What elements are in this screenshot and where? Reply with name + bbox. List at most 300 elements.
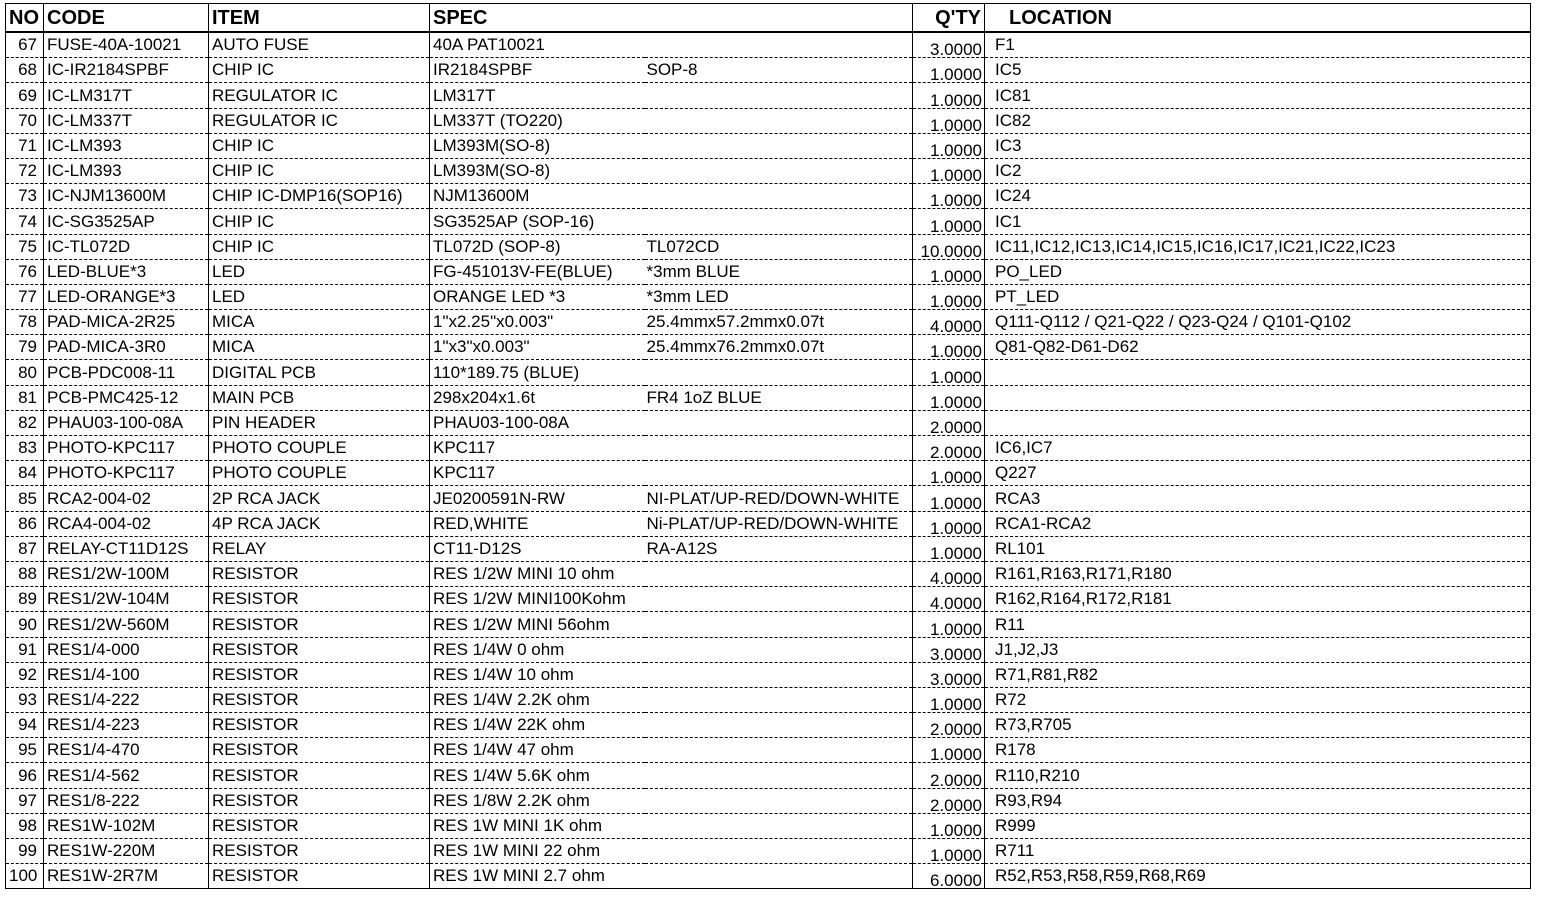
row-item: CHIP IC	[209, 234, 430, 259]
row-item: RESISTOR	[209, 637, 430, 662]
row-no: 72	[6, 158, 44, 183]
row-qty-value: 4.0000	[930, 594, 982, 612]
row-location: RL101	[985, 536, 1531, 561]
row-item: MICA	[209, 335, 430, 360]
header-no: NO	[6, 4, 44, 33]
row-code: PHOTO-KPC117	[44, 461, 209, 486]
row-no: 96	[6, 763, 44, 788]
row-no: 76	[6, 259, 44, 284]
row-spec-extra: RA-A12S	[645, 536, 913, 561]
table-row	[6, 335, 1531, 360]
row-no: 90	[6, 612, 44, 637]
table-row	[6, 310, 1531, 335]
row-item: CHIP IC-DMP16(SOP16)	[209, 184, 430, 209]
row-location: PO_LED	[985, 259, 1531, 284]
row-location: IC2	[985, 158, 1531, 183]
row-item: REGULATOR IC	[209, 108, 430, 133]
table-row	[6, 32, 1531, 58]
row-code: IC-LM337T	[44, 108, 209, 133]
row-item: RELAY	[209, 536, 430, 561]
row-no: 84	[6, 461, 44, 486]
row-qty-value: 3.0000	[930, 669, 982, 688]
table-row	[6, 58, 1531, 83]
row-code: PAD-MICA-2R25	[44, 310, 209, 335]
row-no: 97	[6, 788, 44, 813]
table-row	[6, 713, 1531, 738]
table-row	[6, 662, 1531, 687]
row-location: RCA1-RCA2	[985, 511, 1531, 536]
row-spec: KPC117	[430, 436, 645, 461]
row-code: RES1/4-000	[44, 637, 209, 662]
row-spec-extra	[645, 738, 913, 763]
row-qty	[913, 788, 985, 813]
row-no: 68	[6, 58, 44, 83]
table-row	[6, 83, 1531, 108]
row-no: 86	[6, 511, 44, 536]
table-row	[6, 587, 1531, 612]
row-code: RCA2-004-02	[44, 486, 209, 511]
row-qty	[913, 209, 985, 234]
row-spec-extra	[645, 209, 913, 234]
table-row	[6, 436, 1531, 461]
row-location: R11	[985, 612, 1531, 637]
row-qty	[913, 58, 985, 83]
row-no: 74	[6, 209, 44, 234]
row-qty-value: 1.0000	[930, 518, 982, 537]
header-location: LOCATION	[985, 4, 1531, 33]
header-qty: Q'TY	[913, 4, 985, 33]
row-location: R161,R163,R171,R180	[985, 561, 1531, 586]
row-code: IC-LM317T	[44, 83, 209, 108]
header-row	[6, 4, 1531, 33]
table-row	[6, 788, 1531, 813]
row-spec: CT11-D12S	[430, 536, 645, 561]
row-no: 95	[6, 738, 44, 763]
row-location: R999	[985, 813, 1531, 838]
table-row	[6, 259, 1531, 284]
row-qty-value: 1.0000	[930, 468, 982, 486]
row-no: 75	[6, 234, 44, 259]
row-spec: NJM13600M	[430, 184, 645, 209]
row-spec: 1"x3"x0.003"	[430, 335, 645, 360]
row-qty	[913, 158, 985, 183]
row-qty-value: 1.0000	[930, 367, 982, 386]
row-qty-value: 1.0000	[930, 619, 982, 637]
row-location: IC3	[985, 133, 1531, 158]
row-spec-extra	[645, 461, 913, 486]
row-qty	[913, 536, 985, 561]
row-qty	[913, 234, 985, 259]
row-item: 2P RCA JACK	[209, 486, 430, 511]
row-location	[985, 385, 1531, 410]
row-code: IC-LM393	[44, 158, 209, 183]
bom-body	[6, 32, 1531, 889]
table-row	[6, 209, 1531, 234]
row-qty-value: 3.0000	[930, 40, 982, 58]
row-item: LED	[209, 259, 430, 284]
table-row	[6, 763, 1531, 788]
row-location: IC81	[985, 83, 1531, 108]
row-item: PHOTO COUPLE	[209, 436, 430, 461]
row-spec: RES 1/2W MINI 56ohm	[430, 612, 645, 637]
row-qty	[913, 763, 985, 788]
bom-table	[5, 3, 1531, 889]
row-qty-value: 1.0000	[930, 821, 982, 839]
row-spec: PHAU03-100-08A	[430, 410, 645, 435]
row-item: RESISTOR	[209, 713, 430, 738]
row-location	[985, 360, 1531, 385]
row-qty	[913, 813, 985, 838]
row-item: CHIP IC	[209, 58, 430, 83]
row-no: 83	[6, 436, 44, 461]
row-code: IC-IR2184SPBF	[44, 58, 209, 83]
row-spec: RES 1/4W 5.6K ohm	[430, 763, 645, 788]
row-item: AUTO FUSE	[209, 32, 430, 58]
row-location: R110,R210	[985, 763, 1531, 788]
row-qty-value: 2.0000	[930, 770, 982, 789]
row-spec: RES 1/4W 47 ohm	[430, 738, 645, 763]
row-code: RES1W-220M	[44, 839, 209, 864]
row-qty-value: 4.0000	[930, 569, 982, 587]
row-spec: 1"x2.25"x0.003"	[430, 310, 645, 335]
row-spec-extra	[645, 662, 913, 687]
row-item: CHIP IC	[209, 133, 430, 158]
row-location: IC11,IC12,IC13,IC14,IC15,IC16,IC17,IC21,IC22,IC23	[985, 234, 1531, 259]
table-row	[6, 461, 1531, 486]
row-code: RES1W-2R7M	[44, 864, 209, 889]
row-item: MAIN PCB	[209, 385, 430, 410]
row-item: RESISTOR	[209, 864, 430, 889]
table-row	[6, 839, 1531, 864]
row-item: RESISTOR	[209, 612, 430, 637]
row-spec-extra	[645, 158, 913, 183]
row-no: 93	[6, 687, 44, 712]
row-qty	[913, 587, 985, 612]
row-qty	[913, 612, 985, 637]
row-code: RCA4-004-02	[44, 511, 209, 536]
row-location: R711	[985, 839, 1531, 864]
row-spec-extra: SOP-8	[645, 58, 913, 83]
row-spec-extra: *3mm LED	[645, 284, 913, 309]
row-code: PAD-MICA-3R0	[44, 335, 209, 360]
table-row	[6, 360, 1531, 385]
row-spec: RES 1/4W 2.2K ohm	[430, 687, 645, 712]
row-spec-extra	[645, 637, 913, 662]
row-no: 92	[6, 662, 44, 687]
table-row	[6, 637, 1531, 662]
table-row	[6, 385, 1531, 410]
row-qty	[913, 184, 985, 209]
row-qty-value: 1.0000	[930, 266, 982, 285]
row-item: CHIP IC	[209, 158, 430, 183]
row-spec: JE0200591N-RW	[430, 486, 645, 511]
row-spec: RES 1/4W 10 ohm	[430, 662, 645, 687]
row-qty-value: 1.0000	[930, 65, 982, 83]
row-no: 98	[6, 813, 44, 838]
row-qty-value: 1.0000	[930, 846, 982, 864]
row-spec: IR2184SPBF	[430, 58, 645, 83]
row-code: LED-ORANGE*3	[44, 284, 209, 309]
row-spec-extra: Ni-PLAT/UP-RED/DOWN-WHITE	[645, 511, 913, 536]
row-code: RES1/8-222	[44, 788, 209, 813]
row-location: R73,R705	[985, 713, 1531, 738]
row-no: 71	[6, 133, 44, 158]
row-qty	[913, 108, 985, 133]
row-spec-extra	[645, 713, 913, 738]
row-qty	[913, 713, 985, 738]
row-code: PCB-PMC425-12	[44, 385, 209, 410]
row-no: 70	[6, 108, 44, 133]
row-spec-extra: 25.4mmx76.2mmx0.07t	[645, 335, 913, 360]
row-spec: ORANGE LED *3	[430, 284, 645, 309]
table-row	[6, 536, 1531, 561]
row-spec-extra	[645, 763, 913, 788]
row-spec-extra	[645, 864, 913, 889]
row-qty	[913, 133, 985, 158]
row-location: Q81-Q82-D61-D62	[985, 335, 1531, 360]
row-item: RESISTOR	[209, 813, 430, 838]
row-spec: LM393M(SO-8)	[430, 158, 645, 183]
row-location: R178	[985, 738, 1531, 763]
row-qty	[913, 687, 985, 712]
row-spec: LM317T	[430, 83, 645, 108]
row-item: REGULATOR IC	[209, 83, 430, 108]
row-no: 100	[6, 864, 44, 889]
row-spec: RES 1/4W 0 ohm	[430, 637, 645, 662]
table-row	[6, 108, 1531, 133]
row-code: RES1/4-100	[44, 662, 209, 687]
row-location: Q111-Q112 / Q21-Q22 / Q23-Q24 / Q101-Q102	[985, 310, 1531, 335]
row-spec: TL072D (SOP-8)	[430, 234, 645, 259]
row-item: RESISTOR	[209, 587, 430, 612]
row-no: 88	[6, 561, 44, 586]
row-qty-value: 1.0000	[930, 115, 982, 134]
row-spec: RES 1/2W MINI 10 ohm	[430, 561, 645, 586]
row-qty-value: 1.0000	[930, 392, 982, 411]
table-row	[6, 687, 1531, 712]
header-spec: SPEC	[430, 4, 913, 33]
table-row	[6, 133, 1531, 158]
row-item: LED	[209, 284, 430, 309]
row-location: IC5	[985, 58, 1531, 83]
row-spec-extra: FR4 1oZ BLUE	[645, 385, 913, 410]
row-code: PHAU03-100-08A	[44, 410, 209, 435]
row-qty	[913, 360, 985, 385]
row-item: RESISTOR	[209, 687, 430, 712]
row-spec: RES 1/2W MINI100Kohm	[430, 587, 645, 612]
row-spec-extra	[645, 839, 913, 864]
row-code: RES1W-102M	[44, 813, 209, 838]
row-spec-extra	[645, 788, 913, 813]
row-no: 67	[6, 32, 44, 58]
row-qty	[913, 436, 985, 461]
row-spec-extra	[645, 32, 913, 58]
row-spec: RES 1/4W 22K ohm	[430, 713, 645, 738]
row-location: R52,R53,R58,R59,R68,R69	[985, 864, 1531, 889]
table-row	[6, 410, 1531, 435]
table-row	[6, 234, 1531, 259]
row-item: CHIP IC	[209, 209, 430, 234]
row-spec-extra	[645, 587, 913, 612]
row-code: RES1/2W-560M	[44, 612, 209, 637]
header-item: ITEM	[209, 4, 430, 33]
row-location: IC1	[985, 209, 1531, 234]
row-item: PIN HEADER	[209, 410, 430, 435]
row-code: PCB-PDC008-11	[44, 360, 209, 385]
row-item: DIGITAL PCB	[209, 360, 430, 385]
table-row	[6, 511, 1531, 536]
row-spec-extra	[645, 83, 913, 108]
row-qty	[913, 839, 985, 864]
row-location: IC6,IC7	[985, 436, 1531, 461]
row-qty-value: 1.0000	[930, 342, 982, 360]
row-item: RESISTOR	[209, 561, 430, 586]
row-qty	[913, 738, 985, 763]
row-item: MICA	[209, 310, 430, 335]
row-spec: 298x204x1.6t	[430, 385, 645, 410]
row-qty	[913, 637, 985, 662]
row-qty-value: 1.0000	[930, 493, 982, 512]
row-spec-extra	[645, 687, 913, 712]
table-row	[6, 184, 1531, 209]
row-no: 78	[6, 310, 44, 335]
row-location: RCA3	[985, 486, 1531, 511]
row-spec: RES 1W MINI 22 ohm	[430, 839, 645, 864]
table-row	[6, 813, 1531, 838]
row-spec: FG-451013V-FE(BLUE)	[430, 259, 645, 284]
row-spec: RED,WHITE	[430, 511, 645, 536]
row-spec-extra	[645, 561, 913, 586]
row-spec-extra	[645, 360, 913, 385]
row-no: 82	[6, 410, 44, 435]
row-no: 80	[6, 360, 44, 385]
table-row	[6, 158, 1531, 183]
row-item: RESISTOR	[209, 839, 430, 864]
row-spec: RES 1W MINI 2.7 ohm	[430, 864, 645, 889]
row-qty-value: 2.0000	[930, 720, 982, 738]
row-spec: SG3525AP (SOP-16)	[430, 209, 645, 234]
row-qty-value: 2.0000	[930, 418, 982, 436]
row-code: RELAY-CT11D12S	[44, 536, 209, 561]
row-no: 73	[6, 184, 44, 209]
row-qty-value: 3.0000	[930, 644, 982, 663]
row-item: RESISTOR	[209, 788, 430, 813]
row-item: PHOTO COUPLE	[209, 461, 430, 486]
row-spec-extra	[645, 133, 913, 158]
row-code: IC-SG3525AP	[44, 209, 209, 234]
row-qty	[913, 32, 985, 58]
row-spec: 40A PAT10021	[430, 32, 645, 58]
row-qty-value: 4.0000	[930, 317, 982, 335]
row-item: RESISTOR	[209, 738, 430, 763]
row-location: R71,R81,R82	[985, 662, 1531, 687]
row-location: R93,R94	[985, 788, 1531, 813]
row-location: R72	[985, 687, 1531, 712]
row-qty	[913, 511, 985, 536]
row-qty	[913, 662, 985, 687]
row-code: PHOTO-KPC117	[44, 436, 209, 461]
row-qty	[913, 385, 985, 410]
row-qty	[913, 335, 985, 360]
row-no: 79	[6, 335, 44, 360]
header-code: CODE	[44, 4, 209, 33]
row-no: 87	[6, 536, 44, 561]
row-location: Q227	[985, 461, 1531, 486]
row-location: F1	[985, 32, 1531, 58]
row-no: 89	[6, 587, 44, 612]
row-spec-extra	[645, 612, 913, 637]
row-qty-value: 6.0000	[930, 871, 982, 889]
row-no: 77	[6, 284, 44, 309]
row-spec-extra	[645, 436, 913, 461]
row-no: 81	[6, 385, 44, 410]
row-qty	[913, 310, 985, 335]
table-row	[6, 738, 1531, 763]
row-spec-extra: *3mm BLUE	[645, 259, 913, 284]
row-qty-value: 1.0000	[930, 695, 982, 713]
row-qty-value: 1.0000	[930, 216, 982, 234]
row-code: RES1/4-223	[44, 713, 209, 738]
row-code: RES1/2W-100M	[44, 561, 209, 586]
row-spec-extra	[645, 184, 913, 209]
row-spec: RES 1/8W 2.2K ohm	[430, 788, 645, 813]
row-location: IC24	[985, 184, 1531, 209]
row-code: RES1/4-562	[44, 763, 209, 788]
row-code: RES1/2W-104M	[44, 587, 209, 612]
row-qty	[913, 410, 985, 435]
table-row	[6, 612, 1531, 637]
table-row	[6, 864, 1531, 889]
row-qty-value: 1.0000	[930, 166, 982, 184]
row-qty	[913, 486, 985, 511]
row-no: 99	[6, 839, 44, 864]
table-row	[6, 561, 1531, 586]
row-code: RES1/4-470	[44, 738, 209, 763]
row-code: RES1/4-222	[44, 687, 209, 712]
row-location: IC82	[985, 108, 1531, 133]
row-item: 4P RCA JACK	[209, 511, 430, 536]
row-code: LED-BLUE*3	[44, 259, 209, 284]
row-qty	[913, 864, 985, 889]
row-qty-value: 1.0000	[930, 90, 982, 109]
row-spec-extra	[645, 813, 913, 838]
row-no: 94	[6, 713, 44, 738]
row-location: R162,R164,R172,R181	[985, 587, 1531, 612]
row-qty	[913, 83, 985, 108]
row-item: RESISTOR	[209, 662, 430, 687]
row-item: RESISTOR	[209, 763, 430, 788]
row-qty-value: 2.0000	[930, 795, 982, 814]
row-no: 91	[6, 637, 44, 662]
row-qty-value: 10.0000	[920, 241, 982, 260]
row-qty	[913, 259, 985, 284]
row-spec: 110*189.75 (BLUE)	[430, 360, 645, 385]
row-location: PT_LED	[985, 284, 1531, 309]
row-qty-value: 1.0000	[930, 745, 982, 763]
row-spec: KPC117	[430, 461, 645, 486]
row-qty-value: 1.0000	[930, 191, 982, 209]
row-code: FUSE-40A-10021	[44, 32, 209, 58]
row-spec: RES 1W MINI 1K ohm	[430, 813, 645, 838]
row-qty-value: 1.0000	[930, 543, 982, 562]
row-code: IC-TL072D	[44, 234, 209, 259]
row-no: 69	[6, 83, 44, 108]
row-spec-extra	[645, 410, 913, 435]
row-spec: LM393M(SO-8)	[430, 133, 645, 158]
row-qty	[913, 561, 985, 586]
table-row	[6, 486, 1531, 511]
row-location: J1,J2,J3	[985, 637, 1531, 662]
